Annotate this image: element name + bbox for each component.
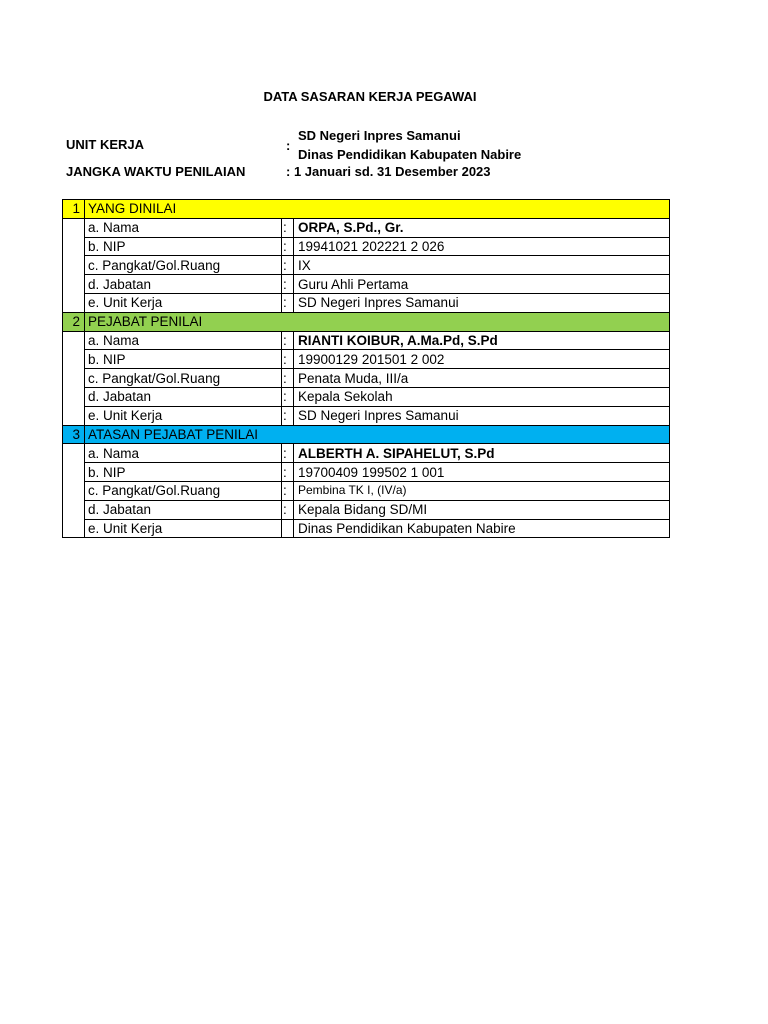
row-colon: :: [282, 218, 294, 237]
row-value: 19900129 201501 2 002: [294, 350, 670, 369]
row-label: b. NIP: [85, 463, 282, 482]
row-label: c. Pangkat/Gol.Ruang: [85, 481, 282, 500]
section-title: PEJABAT PENILAI: [85, 312, 670, 331]
row-colon: :: [282, 293, 294, 312]
unit-kerja-label: UNIT KERJA: [66, 137, 145, 152]
table-row: [63, 256, 670, 275]
section-header-atasan-pejabat-penilai: [63, 425, 670, 444]
table-row: [63, 519, 670, 538]
row-label: b. NIP: [85, 237, 282, 256]
row-colon: :: [282, 444, 294, 463]
row-value: SD Negeri Inpres Samanui: [294, 293, 670, 312]
row-label: a. Nama: [85, 444, 282, 463]
table-row: [63, 463, 670, 482]
table-row: [63, 293, 670, 312]
row-value: Guru Ahli Pertama: [294, 275, 670, 294]
row-colon: :: [282, 256, 294, 275]
section-number: 3: [63, 425, 85, 444]
document-title: DATA SASARAN KERJA PEGAWAI: [263, 89, 477, 104]
table-row: [63, 350, 670, 369]
row-value: Kepala Bidang SD/MI: [294, 500, 670, 519]
table-row: [63, 406, 670, 425]
row-value: IX: [294, 256, 670, 275]
row-colon: :: [282, 500, 294, 519]
row-value: 19700409 199502 1 001: [294, 463, 670, 482]
unit-kerja-value-line2: Dinas Pendidikan Kabupaten Nabire: [298, 147, 522, 162]
row-label: d. Jabatan: [85, 500, 282, 519]
row-value: ALBERTH A. SIPAHELUT, S.Pd: [294, 444, 670, 463]
row-colon: :: [282, 463, 294, 482]
table-row: [63, 369, 670, 388]
section-number: 1: [63, 200, 85, 219]
jangka-waktu-label: JANGKA WAKTU PENILAIAN: [66, 164, 246, 179]
section-header-pejabat-penilai: [63, 312, 670, 331]
row-value: Pembina TK I, (IV/a): [294, 481, 670, 500]
table-row: [63, 444, 670, 463]
row-value: SD Negeri Inpres Samanui: [294, 406, 670, 425]
section-header-yang-dinilai: [63, 200, 670, 219]
row-label: c. Pangkat/Gol.Ruang: [85, 369, 282, 388]
section-title: ATASAN PEJABAT PENILAI: [85, 425, 670, 444]
row-colon: :: [282, 387, 294, 406]
table-row: [63, 275, 670, 294]
row-value: RIANTI KOIBUR, A.Ma.Pd, S.Pd: [294, 331, 670, 350]
jangka-waktu-value: : 1 Januari sd. 31 Desember 2023: [286, 164, 491, 179]
unit-kerja-colon: :: [286, 138, 291, 153]
unit-kerja-value-line1: SD Negeri Inpres Samanui: [298, 128, 461, 143]
row-label: d. Jabatan: [85, 387, 282, 406]
table-row: [63, 237, 670, 256]
row-colon: [282, 519, 294, 538]
row-label: e. Unit Kerja: [85, 406, 282, 425]
row-value: Kepala Sekolah: [294, 387, 670, 406]
table-row: [63, 331, 670, 350]
row-label: e. Unit Kerja: [85, 293, 282, 312]
row-label: d. Jabatan: [85, 275, 282, 294]
row-value: 19941021 202221 2 026: [294, 237, 670, 256]
row-colon: :: [282, 275, 294, 294]
row-colon: :: [282, 406, 294, 425]
section-title: YANG DINILAI: [85, 200, 670, 219]
row-value: Dinas Pendidikan Kabupaten Nabire: [294, 519, 670, 538]
assessment-table: [62, 199, 670, 538]
row-label: b. NIP: [85, 350, 282, 369]
row-colon: :: [282, 481, 294, 500]
row-value: ORPA, S.Pd., Gr.: [294, 218, 670, 237]
table-row: [63, 500, 670, 519]
row-colon: :: [282, 350, 294, 369]
row-colon: :: [282, 237, 294, 256]
table-row: [63, 387, 670, 406]
row-label: a. Nama: [85, 331, 282, 350]
row-label: e. Unit Kerja: [85, 519, 282, 538]
table-row: [63, 481, 670, 500]
table-row: [63, 218, 670, 237]
row-colon: :: [282, 369, 294, 388]
section-number: 2: [63, 312, 85, 331]
row-colon: :: [282, 331, 294, 350]
row-value: Penata Muda, III/a: [294, 369, 670, 388]
row-label: a. Nama: [85, 218, 282, 237]
row-label: c. Pangkat/Gol.Ruang: [85, 256, 282, 275]
